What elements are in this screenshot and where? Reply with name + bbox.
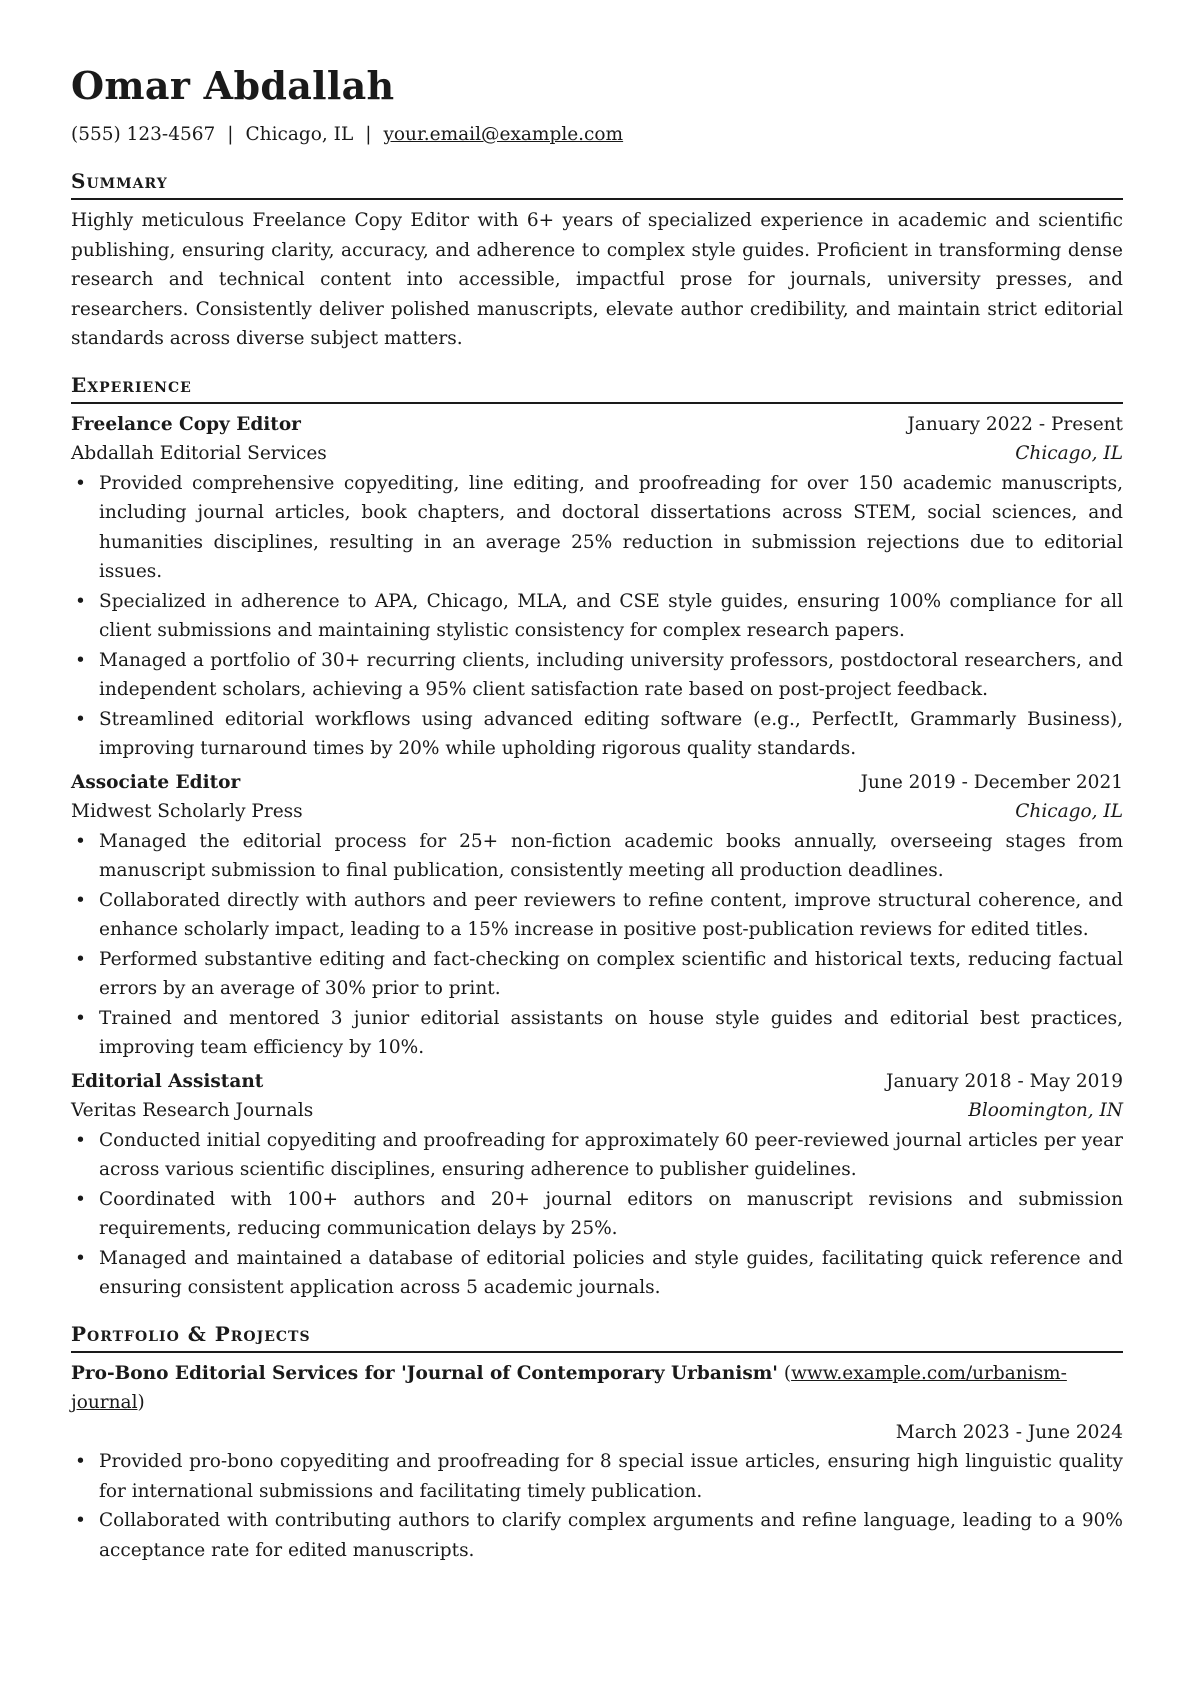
job-dates: June 2019 - December 2021	[860, 771, 1123, 793]
job-location: Chicago, IL	[1015, 443, 1123, 464]
bullet-item: • Managed a portfolio of 30+ recurring clients, including university professors, postdoctoral researchers, and independent scholars, achieving a 95% client satisfaction rate based on post-project feedback.	[99, 646, 1123, 705]
job-title: Editorial Assistant	[71, 1070, 264, 1092]
bullet-item: • Provided comprehensive copyediting, line editing, and proofreading for over 150 academic manuscripts, including journal articles, book chapters, and doctoral dissertations across STEM, social sciences, and humanities disciplines, resulting in an average 25% reduction in submission rejections due to editorial issues.	[99, 469, 1123, 587]
employer: Abdallah Editorial Services	[71, 443, 327, 464]
bullet-item: • Collaborated directly with authors and peer reviewers to refine content, improve structural coherence, and enhance scholarly impact, leading to a 15% increase in positive post-publication reviews for edited titles.	[99, 886, 1123, 945]
separator: |	[365, 124, 372, 145]
bullet-item: • Provided pro-bono copyediting and proofreading for 8 special issue articles, ensuring high linguistic quality for international submissions and facilitating timely publication.	[99, 1447, 1123, 1506]
section-title-summary: Summary	[71, 166, 1123, 200]
paren-close: )	[137, 1392, 145, 1413]
summary-text: Highly meticulous Freelance Copy Editor with 6+ years of specialized experience in academic and scientific publishing, ensuring clarity, accuracy, and adherence to complex style guides. Proficient in transforming dense research and technical content into accessible, impactful prose for journals, university presses, and researchers. Consistently deliver polished manuscripts, elevate author credibility, and maintain strict editorial standards across diverse subject matters.	[71, 210, 1123, 349]
project-heading	[71, 1359, 1123, 1418]
job-dates: January 2022 - Present	[907, 413, 1123, 435]
project-link[interactable]: www.example.com/urbanism-journal	[71, 1362, 1067, 1413]
candidate-name: Omar Abdallah	[71, 63, 395, 108]
section-title-projects: Portfolio & Projects	[71, 1319, 1123, 1353]
bullet-list	[71, 469, 1123, 764]
location: Chicago, IL	[245, 124, 354, 145]
job-location: Chicago, IL	[1015, 801, 1123, 822]
bullet-item: • Specialized in adherence to APA, Chicago, MLA, and CSE style guides, ensuring 100% compliance for all client submissions and maintaining stylistic consistency for complex research papers.	[99, 587, 1123, 646]
experience-entry	[71, 768, 1123, 1063]
bullet-item: • Managed and maintained a database of editorial policies and style guides, facilitating quick reference and ensuring consistent application across 5 academic journals.	[99, 1244, 1123, 1303]
bullet-item: • Streamlined editorial workflows using advanced editing software (e.g., PerfectIt, Grammarly Business), improving turnaround times by 20% while upholding rigorous quality standards.	[99, 705, 1123, 764]
bullet-item: • Trained and mentored 3 junior editorial assistants on house style guides and editorial best practices, improving team efficiency by 10%.	[99, 1004, 1123, 1063]
employer: Veritas Research Journals	[71, 1100, 314, 1121]
bullet-item: • Managed the editorial process for 25+ non-fiction academic books annually, overseeing stages from manuscript submission to final publication, consistently meeting all production deadlines.	[99, 827, 1123, 886]
bullet-item: • Coordinated with 100+ authors and 20+ journal editors on manuscript revisions and submission requirements, reducing communication delays by 25%.	[99, 1185, 1123, 1244]
paren-open: (	[783, 1362, 792, 1384]
job-title: Freelance Copy Editor	[71, 413, 301, 435]
project-title: Pro-Bono Editorial Services for 'Journal of Contemporary Urbanism'	[71, 1362, 778, 1384]
project-dates: March 2023 - June 2024	[895, 1421, 1123, 1443]
bullet-item: • Conducted initial copyediting and proofreading for approximately 60 peer-reviewed journal articles per year across various scientific disciplines, ensuring adherence to publisher guidelines.	[99, 1126, 1123, 1185]
section-title-experience: Experience	[71, 370, 1123, 404]
bullet-item: • Performed substantive editing and fact-checking on complex scientific and historical texts, reducing factual errors by an average of 30% prior to print.	[99, 945, 1123, 1004]
bullet-list	[71, 1126, 1123, 1303]
bullet-list	[71, 1447, 1123, 1565]
employer: Midwest Scholarly Press	[71, 801, 303, 822]
job-dates: January 2018 - May 2019	[886, 1070, 1123, 1092]
job-location: Bloomington, IN	[968, 1100, 1123, 1121]
bullet-item: • Collaborated with contributing authors to clarify complex arguments and refine language, leading to a 90% acceptance rate for edited manuscripts.	[99, 1506, 1123, 1565]
bullet-list	[71, 827, 1123, 1063]
experience-entry	[71, 410, 1123, 764]
contact-line	[71, 120, 1123, 150]
phone: (555) 123-4567	[71, 124, 216, 145]
project-entry	[71, 1359, 1123, 1566]
experience-entry	[71, 1067, 1123, 1303]
email-link[interactable]: your.email@example.com	[383, 124, 624, 145]
separator: |	[227, 124, 234, 145]
job-title: Associate Editor	[71, 771, 241, 793]
